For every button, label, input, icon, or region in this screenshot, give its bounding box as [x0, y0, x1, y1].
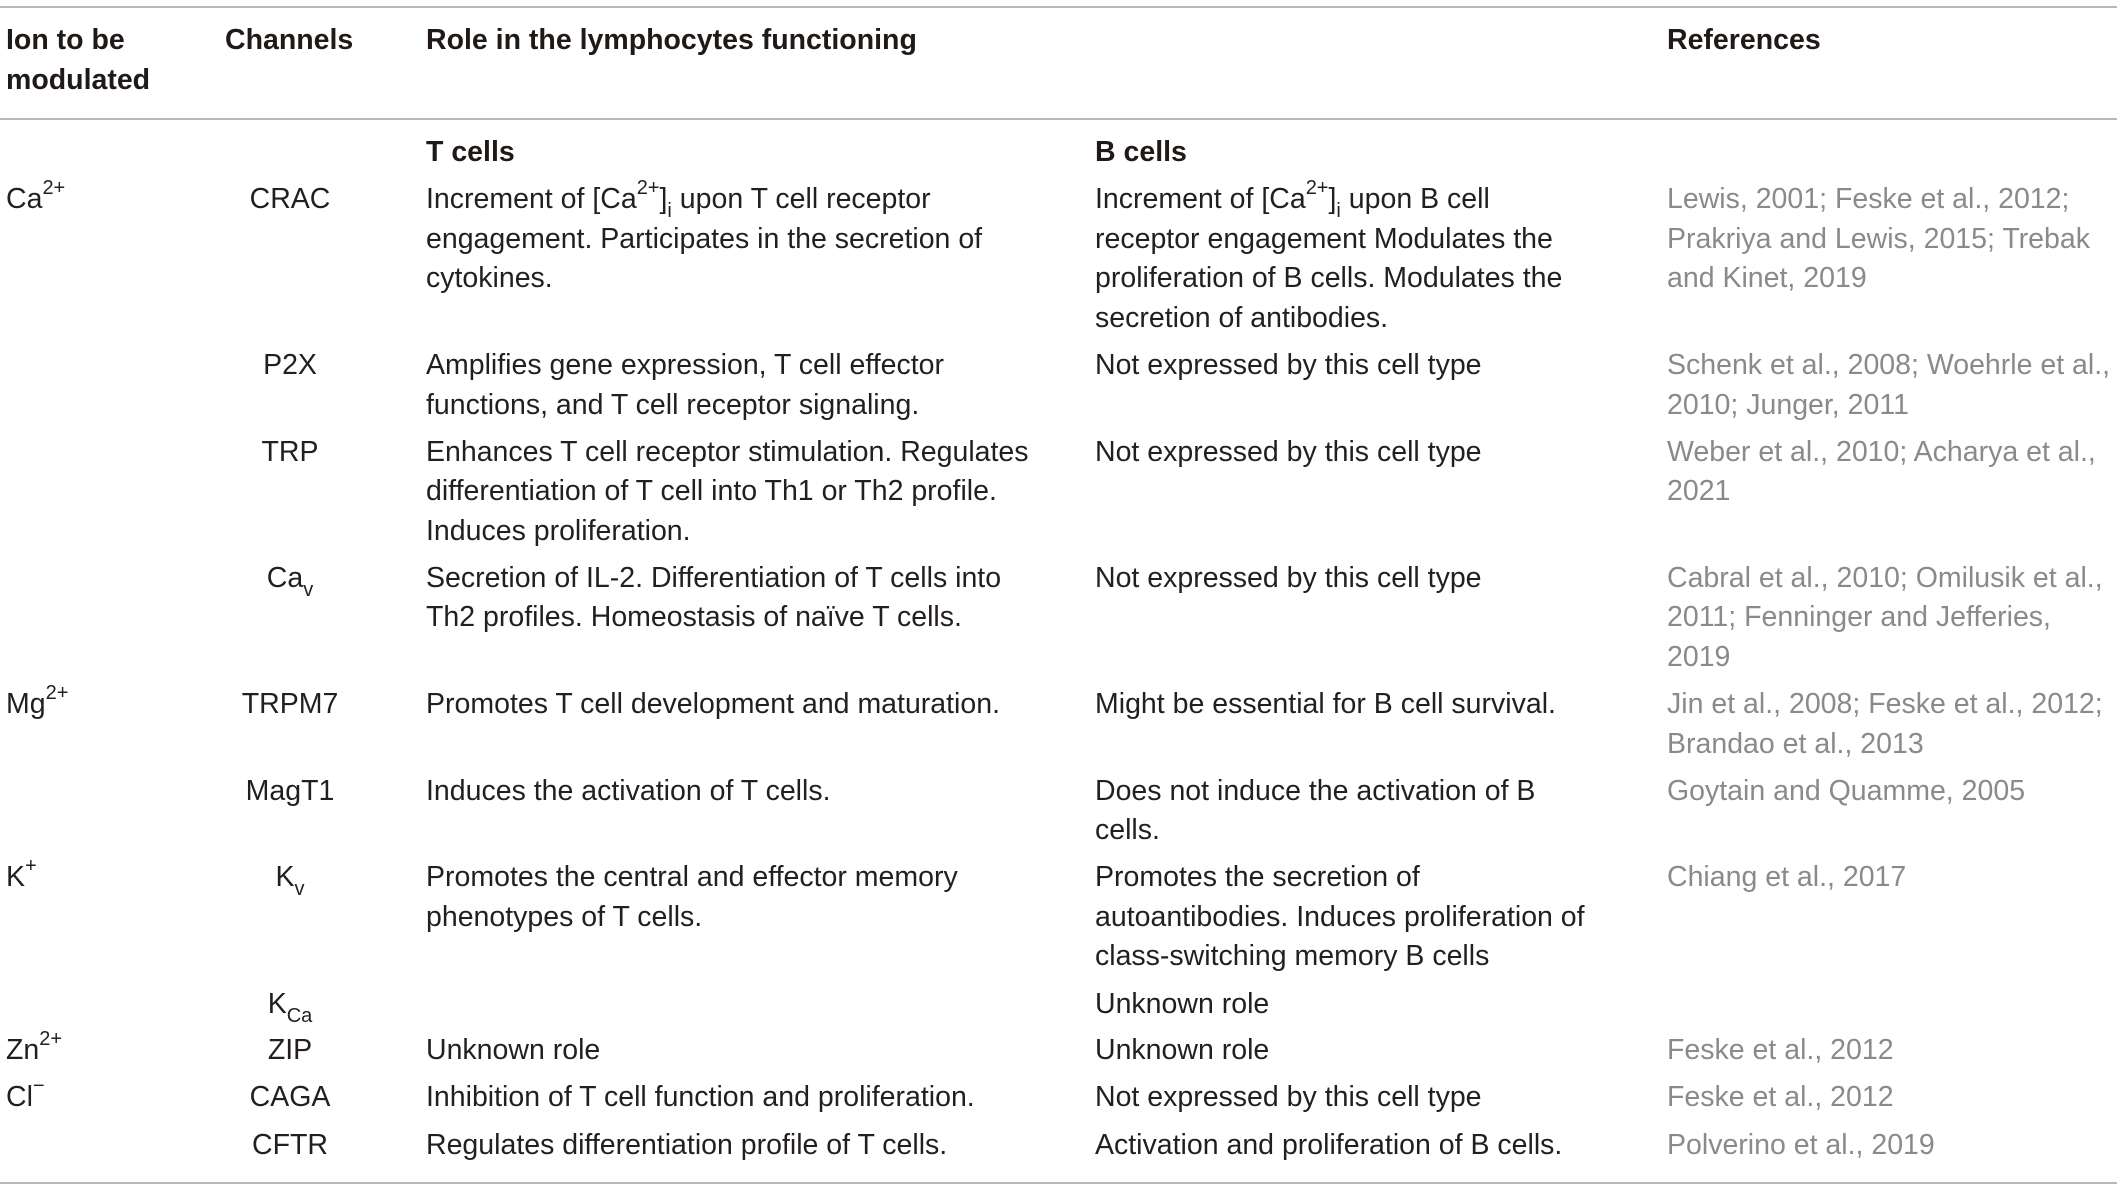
crac-t-line3: cytokines.	[426, 262, 553, 294]
p2x-t-line2: functions, and T cell receptor signaling.	[426, 389, 920, 421]
crac-b-line4: secretion of antibodies.	[1095, 302, 1389, 334]
caga-b-line1: Not expressed by this cell type	[1095, 1081, 1482, 1113]
cav-sub: v	[303, 578, 314, 601]
ion-calcium-base: Ca	[6, 183, 43, 215]
cav-t-line2: Th2 profiles. Homeostasis of naïve T cells.	[426, 601, 962, 633]
channel-cftr: CFTR	[252, 1129, 328, 1161]
ion-chloride-charge: −	[32, 1074, 45, 1097]
trpm7-ref-line2: Brandao et al., 2013	[1667, 728, 1924, 760]
kv-sub: v	[294, 877, 305, 900]
ion-magnesium	[6, 681, 69, 725]
crac-b-line1	[1095, 176, 1490, 222]
kv-b-line2: autoantibodies. Induces proliferation of	[1095, 901, 1585, 933]
ion-magnesium-charge: 2+	[45, 681, 69, 704]
header-role: Role in the lymphocytes functioning	[426, 24, 917, 56]
cav-base: Ca	[266, 562, 304, 594]
trpm7-b-line1: Might be essential for B cell survival.	[1095, 688, 1556, 720]
crac-t-bracket: ]	[659, 183, 668, 215]
kv-b-line1: Promotes the secretion of	[1095, 861, 1420, 893]
crac-ref-line1: Lewis, 2001; Feske et al., 2012;	[1667, 183, 2070, 215]
top-rule	[0, 6, 2117, 8]
crac-t-sup: 2+	[636, 176, 660, 199]
crac-b-sub: i	[1336, 199, 1341, 222]
ion-calcium-charge: 2+	[42, 176, 66, 199]
ion-zinc-charge: 2+	[39, 1027, 63, 1050]
zip-t-line1: Unknown role	[426, 1034, 601, 1066]
header-ion-line1: Ion to be	[6, 24, 125, 56]
cftr-b-line1: Activation and proliferation of B cells.	[1095, 1129, 1563, 1161]
kv-ref-line1: Chiang et al., 2017	[1667, 861, 1907, 893]
header-ion-line2: modulated	[6, 64, 151, 96]
ion-zinc-base: Zn	[6, 1034, 40, 1066]
crac-b-pre: Increment of [Ca	[1095, 183, 1306, 215]
trp-t-line3: Induces proliferation.	[426, 515, 691, 547]
subheader-t-cells: T cells	[426, 136, 515, 168]
cftr-ref-line1: Polverino et al., 2019	[1667, 1129, 1935, 1161]
cav-b-line1: Not expressed by this cell type	[1095, 562, 1482, 594]
channel-trpm7: TRPM7	[241, 688, 339, 720]
ion-calcium	[6, 176, 66, 220]
trp-t-line1: Enhances T cell receptor stimulation. Regulates	[426, 436, 1029, 468]
crac-t-sub: i	[667, 199, 672, 222]
caga-ref-line1: Feske et al., 2012	[1667, 1081, 1894, 1113]
magt1-b-line1: Does not induce the activation of B	[1095, 775, 1536, 807]
header-ion	[6, 21, 125, 61]
crac-b-line3: proliferation of B cells. Modulates the	[1095, 262, 1563, 294]
channel-cav	[190, 559, 390, 599]
kca-base: K	[267, 988, 287, 1020]
kv-t-line2: phenotypes of T cells.	[426, 901, 703, 933]
crac-b-line2: receptor engagement Modulates the	[1095, 223, 1553, 255]
zip-ref-line1: Feske et al., 2012	[1667, 1034, 1894, 1066]
subheader-b-cells: B cells	[1095, 136, 1187, 168]
kv-base: K	[275, 861, 295, 893]
kca-sub: Ca	[286, 1004, 313, 1027]
channel-p2x: P2X	[263, 349, 317, 381]
ion-zinc	[6, 1027, 63, 1071]
header-rule	[0, 118, 2117, 120]
trpm7-t-line1: Promotes T cell development and maturation.	[426, 688, 1001, 720]
magt1-t-line1: Induces the activation of T cells.	[426, 775, 831, 807]
crac-t-line2: engagement. Participates in the secretion of	[426, 223, 983, 255]
ion-chloride	[6, 1074, 45, 1118]
cav-ref-line3: 2019	[1667, 641, 1731, 673]
crac-b-post: upon B cell	[1340, 183, 1490, 215]
header-references: References	[1667, 24, 1821, 56]
header-channels: Channels	[225, 24, 354, 56]
p2x-b-line1: Not expressed by this cell type	[1095, 349, 1482, 381]
magt1-b-line2: cells.	[1095, 814, 1160, 846]
p2x-ref-line2: 2010; Junger, 2011	[1667, 389, 1909, 421]
cav-ref-line2: 2011; Fenninger and Jefferies,	[1667, 601, 2051, 633]
channel-kca	[190, 985, 390, 1025]
trpm7-ref-line1: Jin et al., 2008; Feske et al., 2012;	[1667, 688, 2103, 720]
trp-t-line2: differentiation of T cell into Th1 or Th2 profile.	[426, 475, 997, 507]
ion-potassium	[6, 854, 37, 898]
cav-ref-line1: Cabral et al., 2010; Omilusik et al.,	[1667, 562, 2103, 594]
magt1-ref-line1: Goytain and Quamme, 2005	[1667, 775, 2026, 807]
crac-b-sup: 2+	[1305, 176, 1329, 199]
p2x-ref-line1: Schenk et al., 2008; Woehrle et al.,	[1667, 349, 2111, 381]
bottom-rule	[0, 1182, 2117, 1184]
trp-b-line1: Not expressed by this cell type	[1095, 436, 1482, 468]
ion-magnesium-base: Mg	[6, 688, 46, 720]
caga-t-line1: Inhibition of T cell function and proliferation.	[426, 1081, 975, 1113]
crac-b-bracket: ]	[1328, 183, 1337, 215]
header-ion-2	[6, 61, 150, 101]
ion-chloride-base: Cl	[6, 1081, 33, 1113]
crac-ref-line3: and Kinet, 2019	[1667, 262, 1867, 294]
ion-potassium-charge: +	[25, 854, 37, 877]
crac-ref-line2: Prakriya and Lewis, 2015; Trebak	[1667, 223, 2090, 255]
cftr-t-line1: Regulates differentiation profile of T cells.	[426, 1129, 948, 1161]
channel-caga: CAGA	[249, 1081, 331, 1113]
crac-t-post: upon T cell receptor	[671, 183, 931, 215]
kv-b-line3: class-switching memory B cells	[1095, 940, 1490, 972]
channel-kv	[190, 858, 390, 898]
kv-t-line1: Promotes the central and effector memory	[426, 861, 958, 893]
zip-b-line1: Unknown role	[1095, 1034, 1270, 1066]
channel-crac: CRAC	[249, 183, 331, 215]
cav-t-line1: Secretion of IL-2. Differentiation of T cells into	[426, 562, 1002, 594]
crac-t-line1	[426, 176, 931, 222]
trp-ref-line1: Weber et al., 2010; Acharya et al.,	[1667, 436, 2096, 468]
p2x-t-line1: Amplifies gene expression, T cell effector	[426, 349, 945, 381]
channel-trp: TRP	[261, 436, 319, 468]
channel-zip: ZIP	[267, 1034, 313, 1066]
trp-ref-line2: 2021	[1667, 475, 1731, 507]
kca-b-line1: Unknown role	[1095, 988, 1270, 1020]
channel-magt1: MagT1	[245, 775, 335, 807]
crac-t-pre: Increment of [Ca	[426, 183, 637, 215]
ion-potassium-base: K	[6, 861, 26, 893]
